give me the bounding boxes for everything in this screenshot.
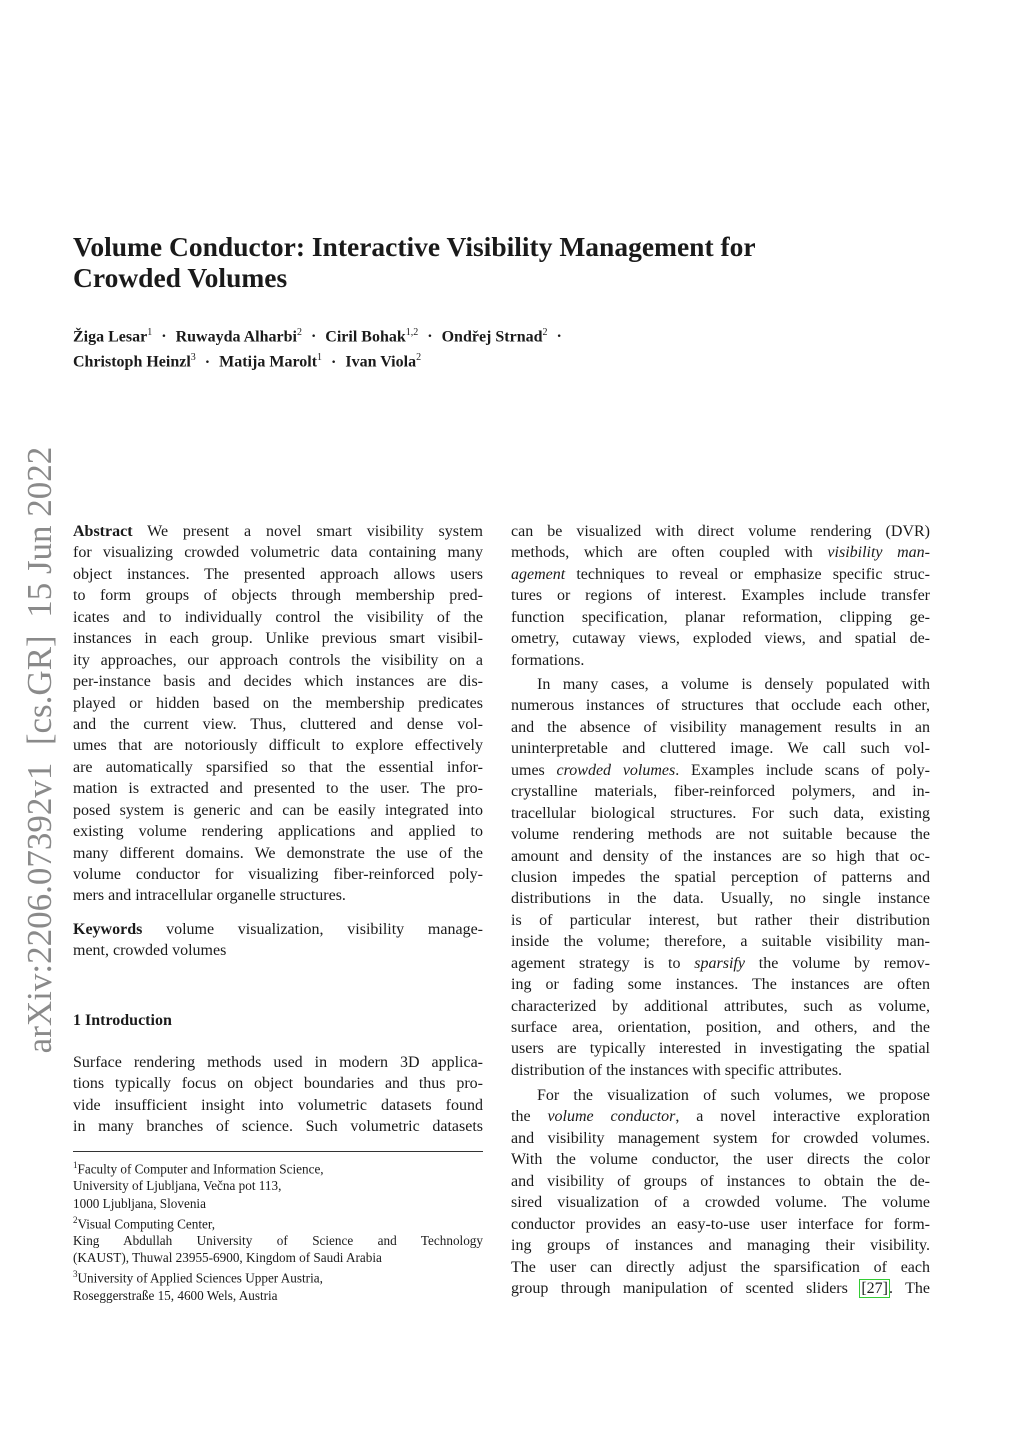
text-line <box>511 781 930 802</box>
text-segment: mation is extracted and presented to the user. The pro- <box>73 780 483 798</box>
text-line <box>511 1278 930 1299</box>
text-segment: Roseggerstraße 15, 4600 Wels, Austria <box>73 1287 278 1303</box>
text-segment: The user can directly adjust the sparsification of each <box>511 1258 930 1276</box>
text-line <box>511 1235 930 1256</box>
abstract <box>73 521 483 907</box>
text-line <box>73 800 483 821</box>
text-segment: ing or fading some instances. The instances are often <box>511 976 930 994</box>
text-segment: Faculty of Computer and Information Science, <box>77 1161 324 1177</box>
text-line <box>511 607 930 628</box>
text-line <box>73 1116 483 1137</box>
text-segment: conductor provides an easy-to-use user interface for form- <box>511 1215 930 1233</box>
text-segment: ity approaches, our approach controls the visibility on a <box>73 651 483 669</box>
text-line <box>511 674 930 695</box>
text-line <box>73 1073 483 1094</box>
text-segment: For the visualization of such volumes, we propose <box>537 1087 930 1104</box>
text-line <box>511 628 930 649</box>
text-line <box>73 650 483 671</box>
text-segment: ometry, cutaway views, exploded views, and spatial de- <box>511 630 930 648</box>
introduction-heading: 1 Introduction <box>73 1012 172 1029</box>
affiliation-footnotes <box>73 1157 483 1304</box>
text-segment: techniques to reveal or emphasize specific struc- <box>565 565 930 583</box>
text-segment: King Abdullah University of Science and Technology <box>73 1233 483 1249</box>
text-line <box>511 1214 930 1235</box>
text-line <box>511 1257 930 1278</box>
text-line <box>511 695 930 716</box>
text-line <box>73 1249 483 1266</box>
author-separator: · <box>161 328 167 346</box>
arxiv-identifier-stamp: arXiv:2206.07392v1 [cs.GR] 15 Jun 2022 <box>20 446 59 1054</box>
text-segment: vide insufficient insight into volumetric datasets found <box>73 1096 483 1114</box>
text-line <box>73 1095 483 1116</box>
text-line <box>73 864 483 885</box>
text-segment: Keywords <box>73 921 143 938</box>
title-line: Crowded Volumes <box>73 262 288 293</box>
citation-link[interactable]: [27] <box>861 1279 888 1297</box>
text-segment: the volume by remov- <box>744 954 930 972</box>
text-segment: methods, which are often coupled with <box>511 544 828 562</box>
footnote-marker: 1 <box>73 1160 78 1170</box>
text-line <box>73 843 483 864</box>
author-name: Ruwayda Alharbi <box>175 328 297 346</box>
introduction-paragraph <box>511 521 930 671</box>
author-list <box>73 322 933 373</box>
text-segment: amount and density of the instances are so high that oc- <box>511 847 930 865</box>
text-segment: tracellular biological structures. For such data, existing <box>511 804 930 822</box>
text-line <box>511 738 930 759</box>
text-line <box>511 996 930 1017</box>
text-segment: instances in each group. Unlike previous smart visibil- <box>73 630 483 648</box>
text-segment: (KAUST), Thuwal 23955-6900, Kingdom of Saudi Arabia <box>73 1250 382 1266</box>
text-segment: are automatically sparsified so that the essential infor- <box>73 758 483 776</box>
author-separator: · <box>204 353 211 371</box>
text-segment: . The <box>888 1279 931 1297</box>
text-segment: formations. <box>511 651 585 669</box>
author-separator: · <box>310 328 317 346</box>
text-line <box>511 542 930 563</box>
text-line <box>511 803 930 824</box>
text-line <box>73 940 483 961</box>
text-segment: and the absence of visibility management results in an <box>511 718 930 736</box>
text-line <box>73 714 483 735</box>
text-segment: ing groups of instances and managing their visibility. <box>511 1237 930 1255</box>
section-heading <box>73 1010 483 1031</box>
text-line <box>73 919 483 940</box>
text-segment: posed system is generic and can be easily integrated into <box>73 801 483 819</box>
text-segment: distribution of the instances with specific attributes. <box>511 1061 843 1079</box>
text-segment: sired visualization of a crowded volume. The volume <box>511 1194 930 1212</box>
text-segment: Surface rendering methods used in modern 3D applica- <box>73 1054 483 1071</box>
footnote-marker: 2 <box>73 1214 78 1225</box>
text-line <box>73 564 483 585</box>
text-line <box>73 757 483 778</box>
text-segment: object instances. The presented approach allows users <box>73 565 483 583</box>
text-segment: icates and to individually control the visibility of the <box>73 608 483 626</box>
text-segment: users are typically interested in investigating the spatial <box>511 1040 930 1058</box>
author-separator: · <box>427 328 433 346</box>
text-segment: umes <box>511 761 557 779</box>
text-segment: Visual Computing Center, <box>77 1216 216 1232</box>
affiliation-marker: 1 <box>147 327 153 338</box>
text-line <box>73 885 483 906</box>
text-line <box>73 693 483 714</box>
text-line <box>73 1212 483 1232</box>
text-line <box>511 1128 930 1149</box>
author-name: Ivan Viola <box>345 353 417 371</box>
text-line <box>511 1017 930 1038</box>
text-line <box>511 585 930 606</box>
text-line <box>73 778 483 799</box>
text-segment: . Examples include scans of poly- <box>675 761 931 779</box>
text-line <box>511 867 930 888</box>
text-segment: for visualizing crowded volumetric data containing many <box>73 544 483 562</box>
author-name: Matija Marolt <box>219 353 318 371</box>
text-line <box>511 1192 930 1213</box>
text-segment: volume conductor for visualizing fiber-reinforced poly- <box>73 866 483 883</box>
text-line <box>73 521 483 542</box>
text-line <box>511 1038 930 1059</box>
text-segment: uninterpretable and cluttered image. We call such vol- <box>511 740 930 758</box>
text-line <box>511 1060 930 1081</box>
text-segment: Abstract <box>73 523 133 540</box>
text-line <box>511 910 930 931</box>
author-separator: · <box>331 353 337 371</box>
text-segment: numerous instances of structures that occlude each other, <box>511 697 930 715</box>
affiliation-marker: 2 <box>296 327 302 338</box>
text-line <box>511 888 930 909</box>
text-line <box>511 1106 930 1127</box>
text-segment: sparsify <box>694 954 745 972</box>
text-segment: crowded volumes <box>556 761 676 779</box>
introduction-paragraph <box>511 674 930 1081</box>
text-line <box>73 1232 483 1249</box>
affiliation-marker: 1,2 <box>405 327 419 338</box>
text-segment: In many cases, a volume is densely populated with <box>537 676 930 693</box>
text-segment: is of particular interest, but rather their distribution <box>511 911 930 929</box>
text-line <box>73 542 483 563</box>
author-separator: · <box>556 328 562 346</box>
text-line <box>511 953 930 974</box>
text-segment: played or hidden based on the membership predicates <box>73 694 483 712</box>
text-line <box>73 607 483 628</box>
affiliation-marker: 2 <box>542 327 548 338</box>
keywords <box>73 919 483 962</box>
text-segment: ment, crowded volumes <box>73 942 227 960</box>
text-segment: We present a novel smart visibility system <box>132 523 483 540</box>
author-name: Ciril Bohak <box>325 328 406 346</box>
text-line <box>73 1157 483 1177</box>
text-segment: umes that are notoriously difficult to explore effectively <box>73 737 483 755</box>
text-line <box>73 821 483 842</box>
text-segment: to form groups of objects through membership pred- <box>73 587 483 605</box>
text-segment: characterized by additional attributes, such as volume, <box>511 997 930 1015</box>
text-segment: surface area, orientation, position, and others, and the <box>511 1019 930 1036</box>
paper-title <box>73 231 933 293</box>
author-name: Christoph Heinzl <box>73 353 191 371</box>
text-segment: clusion impedes the spatial perception of patterns and <box>511 868 930 886</box>
text-line <box>511 931 930 952</box>
text-segment: mers and intracellular organelle structures. <box>73 887 346 905</box>
text-segment: distributions in the data. Usually, no single instance <box>511 890 930 908</box>
text-line <box>73 1266 483 1286</box>
text-segment: can be visualized with direct volume rendering (DVR) <box>511 523 930 540</box>
text-line <box>511 846 930 867</box>
author-name: Ondřej Strnad <box>441 328 543 346</box>
text-line <box>511 1171 930 1192</box>
text-segment: tions typically focus on object boundaries and thus pro- <box>73 1075 483 1093</box>
affiliation-marker: 1 <box>317 352 323 364</box>
text-segment: the <box>511 1108 548 1126</box>
text-segment: many different domains. We demonstrate the use of the <box>73 844 483 862</box>
text-segment: and visibility management system for crowded volumes. <box>511 1129 930 1147</box>
text-segment: visibility man- <box>827 544 931 562</box>
text-line <box>73 1287 483 1304</box>
text-segment: 1000 Ljubljana, Slovenia <box>73 1195 206 1211</box>
text-line <box>73 585 483 606</box>
title-line: Volume Conductor: Interactive Visibility Management for <box>73 231 756 262</box>
text-line <box>511 564 930 585</box>
footnote-marker: 3 <box>73 1269 78 1280</box>
introduction-paragraph <box>511 1085 930 1299</box>
text-segment: volume rendering methods are not suitable because the <box>511 826 930 844</box>
text-segment: function specification, planar reformation, clipping ge- <box>511 608 930 626</box>
text-segment: tures or regions of interest. Examples include transfer <box>511 587 930 605</box>
text-segment: inside the volume; therefore, a suitable visibility man- <box>511 933 930 951</box>
text-segment: volume visualization, visibility manage- <box>142 921 483 938</box>
text-segment: existing volume rendering applications and applied to <box>73 823 483 841</box>
text-line <box>73 1195 483 1212</box>
text-segment: agement strategy is to <box>511 954 695 972</box>
text-segment: University of Ljubljana, Večna pot 113, <box>73 1178 282 1194</box>
text-segment: and visibility of groups of instances to obtain the de- <box>511 1172 930 1190</box>
text-segment: per-instance basis and decides which instances are dis- <box>73 673 483 691</box>
text-segment: , a novel interactive exploration <box>675 1108 930 1126</box>
text-segment: in many branches of science. Such volumetric datasets <box>73 1118 483 1136</box>
text-line <box>73 1052 483 1073</box>
affiliation-marker: 3 <box>190 352 196 364</box>
affiliation-marker: 2 <box>416 352 422 364</box>
author-name: Žiga Lesar <box>73 328 148 346</box>
text-line <box>511 974 930 995</box>
footnote-rule <box>73 1151 483 1152</box>
text-segment: crystalline materials, fiber-reinforced polymers, and in- <box>511 783 930 801</box>
text-line <box>511 650 930 671</box>
text-line <box>511 717 930 738</box>
text-line <box>511 1149 930 1170</box>
text-segment: volume conductor <box>547 1108 676 1126</box>
text-segment: and the current view. Thus, cluttered and dense vol- <box>73 715 483 733</box>
text-line <box>73 628 483 649</box>
text-segment: University of Applied Sciences Upper Austria, <box>77 1270 323 1286</box>
text-segment: agement <box>511 565 566 583</box>
text-line <box>73 1177 483 1194</box>
text-line <box>73 735 483 756</box>
text-line <box>511 824 930 845</box>
text-segment: With the volume conductor, the user directs the color <box>511 1151 930 1169</box>
text-line <box>511 1085 930 1106</box>
text-segment: group through manipulation of scented sliders <box>511 1279 861 1297</box>
text-line <box>511 521 930 542</box>
text-line <box>73 671 483 692</box>
text-line <box>511 760 930 781</box>
introduction-paragraph <box>73 1052 483 1138</box>
